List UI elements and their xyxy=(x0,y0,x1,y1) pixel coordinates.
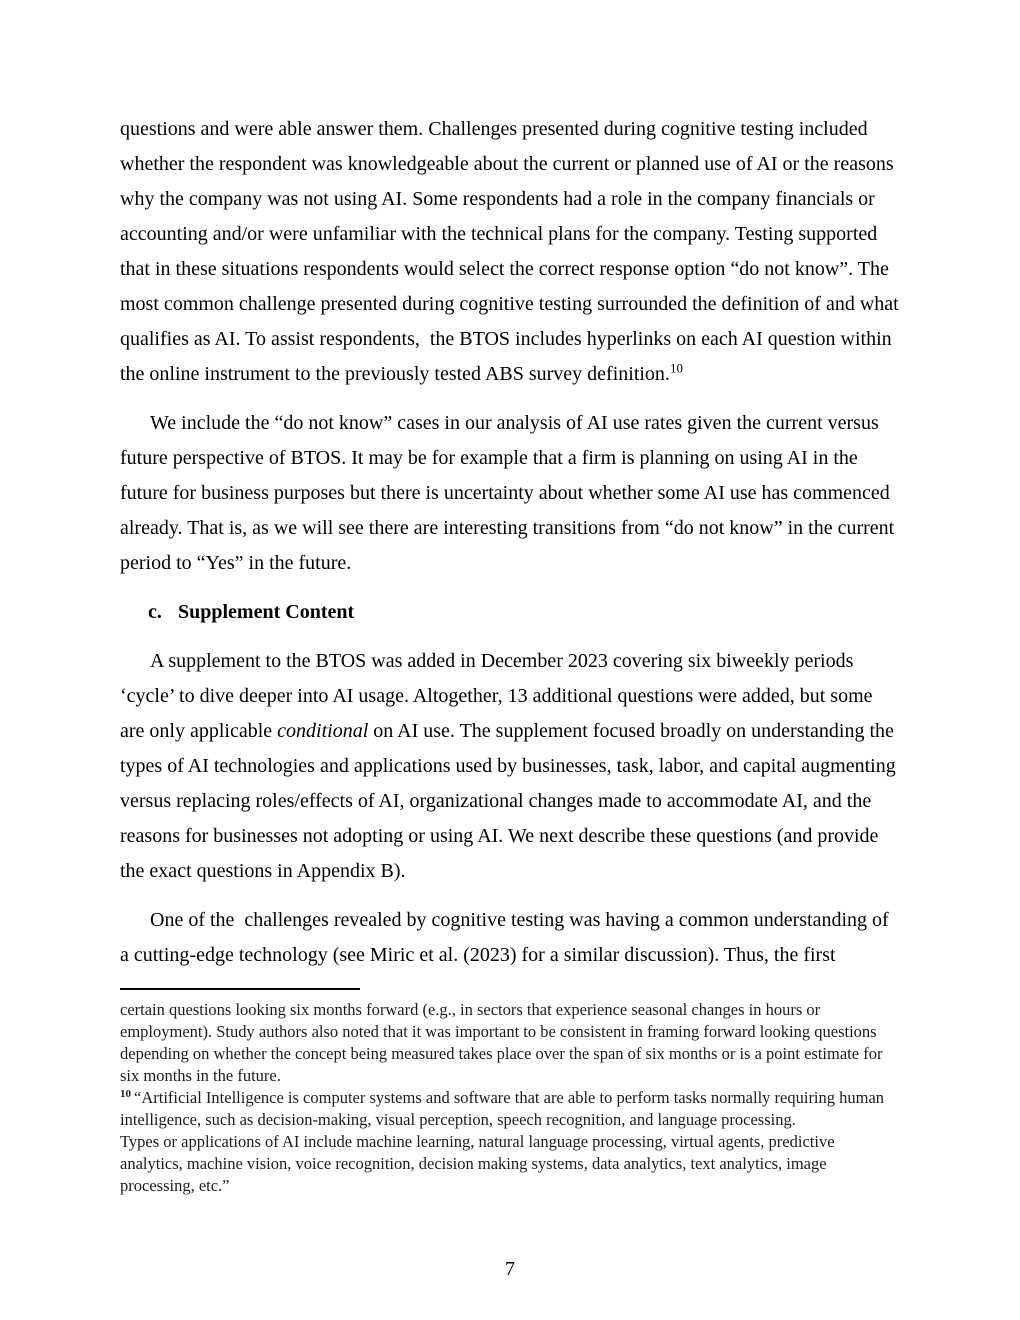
body-text-block xyxy=(120,112,904,987)
footnote-separator-line xyxy=(120,988,360,990)
page-number: 7 xyxy=(505,1258,515,1280)
footnote-section xyxy=(120,988,900,1197)
paragraph-3-text-after-italic: on AI use. The supplement focused broadly on understanding the types of AI technologies and applications used by businesses, task, labor, and capital augmenting versus replacing roles/effects of AI, organizational changes made to accommodate AI, and the reasons for businesses not adopting or using AI. We next describe these questions (and provide the exact questions in Appendix B). xyxy=(120,720,901,882)
footnote-reference-10: 10 xyxy=(669,360,683,376)
paragraph-3-text-before-italic: A supplement to the BTOS was added in December 2023 covering six biweekly periods ‘cycle’ to dive deeper into AI usage. Altogether, 13 additional questions were added, but some are only applicable xyxy=(120,650,878,742)
footnote-continuation: certain questions looking six months forward (e.g., in sectors that experience seasonal changes in hours or employment). Study authors also noted that it was important to be consistent in framing forward looking questions depending on whether the concept being measured takes place over the span of six months or is a point estimate for six months in the future. xyxy=(120,1000,887,1085)
section-heading-number: c. xyxy=(148,601,162,623)
footnote-10-marker: 10 xyxy=(120,1087,131,1100)
section-heading-label: Supplement Content xyxy=(178,601,355,623)
paragraph-2: We include the “do not know” cases in our analysis of AI use rates given the current versus future perspective of BTOS. It may be for example that a firm is planning on using AI in the future for business purposes but there is uncertainty about whether some AI use has commenced already. That is, as we will see there are interesting transitions from “do not know” in the current period to “Yes” in the future. xyxy=(120,412,900,574)
italic-word-conditional: conditional xyxy=(277,720,369,742)
paragraph-4: One of the challenges revealed by cognitive testing was having a common understanding of a cutting-edge technology (see Miric et al. (2023) for a similar discussion). Thus, the first xyxy=(120,909,894,966)
paragraph-1-text: questions and were able answer them. Challenges presented during cognitive testing included whether the respondent was knowledgeable about the current or planned use of AI or the reasons why the company was not using AI. Some respondents had a role in the company financials or accounting and/or were unfamiliar with the technical plans for the company. Testing supported that in these situations respondents would select the correct response option “do not know”. The most common challenge presented during cognitive testing surrounded the definition of and what qualifies as AI. To assist respondents, the BTOS includes hyperlinks on each AI question within the online instrument to the previously tested ABS survey definition. xyxy=(120,118,904,385)
paragraph-1 xyxy=(120,112,904,392)
footnote-10 xyxy=(120,1087,900,1197)
footnote-10-text-line-2: Types or applications of AI include machine learning, natural language processing, virtual agents, predictive analytics, machine vision, voice recognition, decision making systems, data analytics, text analytics, image processing, etc.” xyxy=(120,1132,839,1195)
footnote-10-text-line-1: “Artificial Intelligence is computer systems and software that are able to perform tasks normally requiring human intelligence, such as decision-making, visual perception, speech recognition, and language processing. xyxy=(120,1088,889,1129)
paragraph-3 xyxy=(120,644,900,889)
section-heading-supplement-content xyxy=(120,595,900,630)
